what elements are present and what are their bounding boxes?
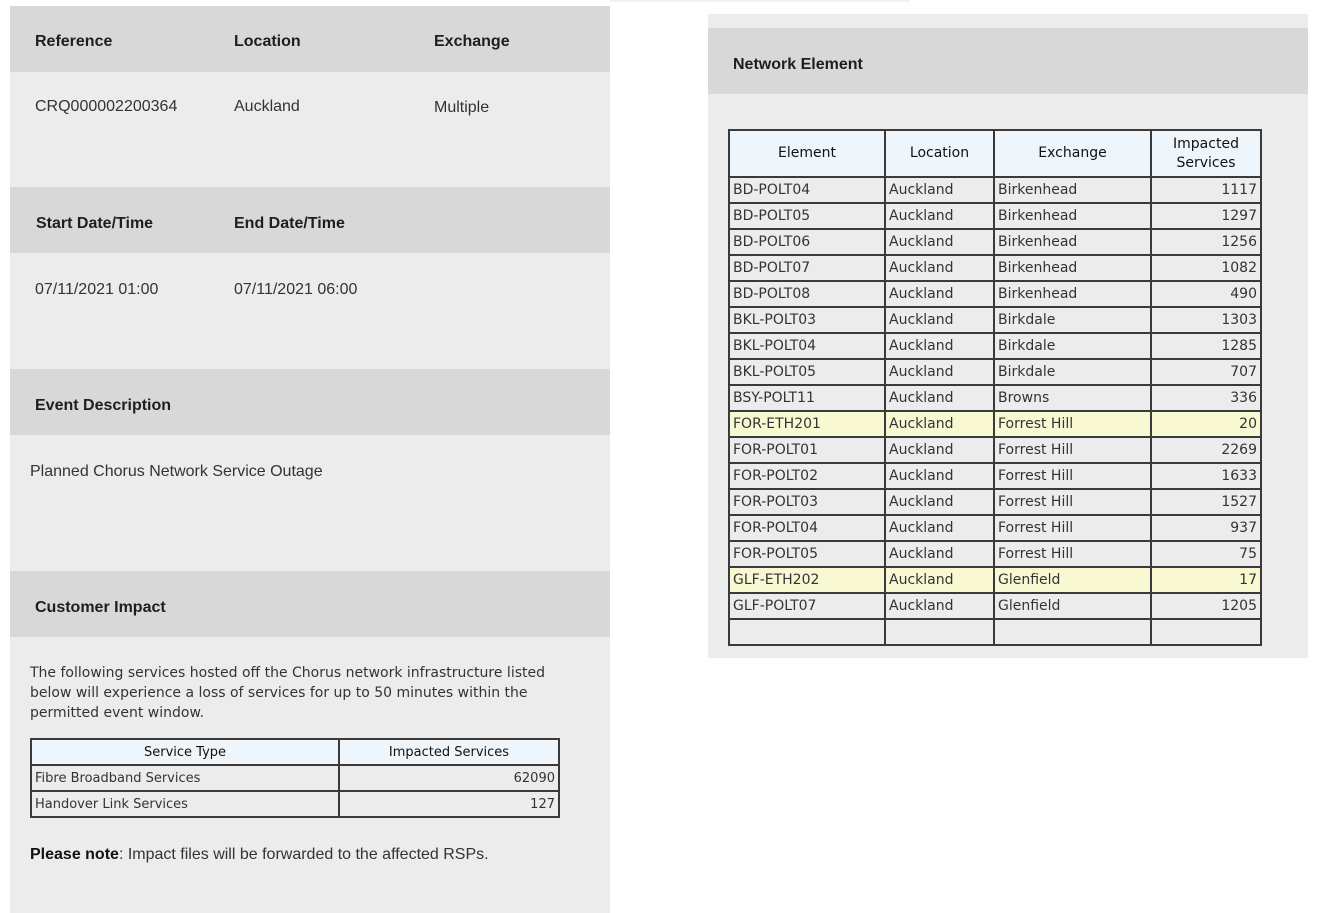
exchange-cell: Birkenhead	[994, 229, 1151, 255]
table-row	[729, 567, 1261, 593]
location-cell: Auckland	[885, 229, 994, 255]
element-cell: BD-POLT04	[729, 177, 885, 203]
location-cell: Auckland	[885, 307, 994, 333]
impacted-count-cell: 2269	[1151, 437, 1261, 463]
location-cell: Auckland	[885, 515, 994, 541]
table-row	[31, 765, 559, 791]
location-cell: Auckland	[885, 359, 994, 385]
network-element-panel	[708, 14, 1308, 658]
table-row	[729, 255, 1261, 281]
impacted-count-cell: 1633	[1151, 463, 1261, 489]
table-row	[729, 333, 1261, 359]
impacted-count-cell: 1117	[1151, 177, 1261, 203]
impacted-count-cell: 17	[1151, 567, 1261, 593]
network-element-rows	[729, 177, 1261, 645]
exchange-cell: Birkdale	[994, 307, 1151, 333]
element-cell: BSY-POLT11	[729, 385, 885, 411]
exchange-cell: Forrest Hill	[994, 515, 1151, 541]
table-row	[729, 411, 1261, 437]
exchange-cell: Forrest Hill	[994, 411, 1151, 437]
impacted-header-line1: Impacted	[1173, 135, 1239, 152]
exchange-value: Multiple	[434, 99, 490, 116]
exchange-cell: Birkenhead	[994, 281, 1151, 307]
reference-header: Reference	[35, 33, 113, 50]
impacted-count-cell: 1082	[1151, 255, 1261, 281]
location-cell: Auckland	[885, 541, 994, 567]
exchange-cell: Forrest Hill	[994, 541, 1151, 567]
service-type-column-header: Service Type	[31, 739, 339, 765]
exchange-cell: Birkdale	[994, 359, 1151, 385]
location-value: Auckland	[234, 98, 300, 115]
service-type-cell: Handover Link Services	[31, 791, 339, 817]
top-divider	[610, 0, 910, 2]
location-cell: Auckland	[885, 463, 994, 489]
location-cell	[885, 619, 994, 645]
summary-header	[10, 6, 610, 72]
table-header-row	[729, 130, 1261, 177]
customer-impact-title: Customer Impact	[35, 599, 166, 616]
impacted-count-cell: 1297	[1151, 203, 1261, 229]
location-cell: Auckland	[885, 567, 994, 593]
element-cell: GLF-ETH202	[729, 567, 885, 593]
exchange-cell: Browns	[994, 385, 1151, 411]
customer-impact-intro: The following services hosted off the Chorus network infrastructure listed below will experience a loss of services for up to 50 minutes within the permitted event window.	[30, 665, 545, 721]
element-cell: BD-POLT07	[729, 255, 885, 281]
table-row	[729, 437, 1261, 463]
note-text: : Impact files will be forwarded to the affected RSPs.	[118, 846, 489, 863]
exchange-cell: Birkenhead	[994, 177, 1151, 203]
impacted-count-cell: 20	[1151, 411, 1261, 437]
table-row	[729, 385, 1261, 411]
impacted-count-cell: 937	[1151, 515, 1261, 541]
reference-value: CRQ000002200364	[35, 98, 178, 115]
table-row	[729, 489, 1261, 515]
end-datetime-header: End Date/Time	[234, 215, 345, 232]
table-row	[729, 203, 1261, 229]
impacted-count-cell: 75	[1151, 541, 1261, 567]
table-row	[729, 281, 1261, 307]
exchange-header: Exchange	[434, 33, 510, 50]
table-header-row	[31, 739, 559, 765]
location-cell: Auckland	[885, 177, 994, 203]
element-cell: BD-POLT08	[729, 281, 885, 307]
network-element-table	[728, 129, 1262, 646]
exchange-cell: Birkenhead	[994, 255, 1151, 281]
table-row	[729, 541, 1261, 567]
element-cell: BKL-POLT03	[729, 307, 885, 333]
location-cell: Auckland	[885, 255, 994, 281]
note-label: Please note	[30, 846, 119, 863]
element-cell: FOR-POLT04	[729, 515, 885, 541]
exchange-cell: Birkdale	[994, 333, 1151, 359]
element-cell	[729, 619, 885, 645]
impacted-count-cell: 1205	[1151, 593, 1261, 619]
event-description-header	[10, 369, 610, 435]
table-row	[729, 229, 1261, 255]
element-cell: GLF-POLT07	[729, 593, 885, 619]
element-column-header: Element	[729, 130, 885, 177]
impacted-header-line2: Services	[1176, 154, 1236, 171]
table-row	[729, 307, 1261, 333]
event-description-text: Planned Chorus Network Service Outage	[30, 463, 323, 480]
impacted-count-cell: 1527	[1151, 489, 1261, 515]
impacted-count-cell: 62090	[339, 765, 559, 791]
location-header: Location	[234, 33, 301, 50]
impacted-count-cell: 1256	[1151, 229, 1261, 255]
impacted-services-column-header: Impacted Services	[339, 739, 559, 765]
element-cell: FOR-POLT05	[729, 541, 885, 567]
customer-impact-header	[10, 571, 610, 637]
impacted-count-cell: 490	[1151, 281, 1261, 307]
network-element-header	[708, 28, 1308, 94]
exchange-cell: Birkenhead	[994, 203, 1151, 229]
impacted-services-column-header	[1151, 130, 1261, 177]
exchange-column-header: Exchange	[994, 130, 1151, 177]
element-cell: FOR-POLT01	[729, 437, 885, 463]
service-type-cell: Fibre Broadband Services	[31, 765, 339, 791]
start-datetime-value: 07/11/2021 01:00	[35, 281, 159, 298]
service-impact-table	[30, 738, 560, 818]
dates-header	[10, 187, 610, 253]
location-cell: Auckland	[885, 385, 994, 411]
element-cell: FOR-POLT02	[729, 463, 885, 489]
impact-files-note	[30, 846, 489, 864]
location-cell: Auckland	[885, 281, 994, 307]
table-row	[31, 791, 559, 817]
location-cell: Auckland	[885, 489, 994, 515]
table-row	[729, 619, 1261, 645]
impacted-count-cell: 707	[1151, 359, 1261, 385]
exchange-cell: Glenfield	[994, 567, 1151, 593]
element-cell: BKL-POLT04	[729, 333, 885, 359]
element-cell: BKL-POLT05	[729, 359, 885, 385]
table-row	[729, 515, 1261, 541]
exchange-cell: Forrest Hill	[994, 463, 1151, 489]
exchange-cell	[994, 619, 1151, 645]
table-row	[729, 359, 1261, 385]
end-datetime-value: 07/11/2021 06:00	[234, 281, 358, 298]
impacted-count-cell: 127	[339, 791, 559, 817]
impacted-count-cell: 1285	[1151, 333, 1261, 359]
element-cell: BD-POLT06	[729, 229, 885, 255]
location-column-header: Location	[885, 130, 994, 177]
element-cell: BD-POLT05	[729, 203, 885, 229]
element-cell: FOR-ETH201	[729, 411, 885, 437]
location-cell: Auckland	[885, 593, 994, 619]
impacted-count-cell	[1151, 619, 1261, 645]
location-cell: Auckland	[885, 333, 994, 359]
location-cell: Auckland	[885, 203, 994, 229]
outage-details-panel	[10, 6, 610, 913]
table-row	[729, 177, 1261, 203]
exchange-cell: Forrest Hill	[994, 437, 1151, 463]
event-description-title: Event Description	[35, 397, 172, 414]
impacted-count-cell: 336	[1151, 385, 1261, 411]
network-element-title: Network Element	[733, 56, 863, 73]
element-cell: FOR-POLT03	[729, 489, 885, 515]
location-cell: Auckland	[885, 437, 994, 463]
table-row	[729, 593, 1261, 619]
table-row	[729, 463, 1261, 489]
location-cell: Auckland	[885, 411, 994, 437]
exchange-cell: Glenfield	[994, 593, 1151, 619]
impacted-count-cell: 1303	[1151, 307, 1261, 333]
start-datetime-header: Start Date/Time	[36, 215, 154, 232]
exchange-cell: Forrest Hill	[994, 489, 1151, 515]
